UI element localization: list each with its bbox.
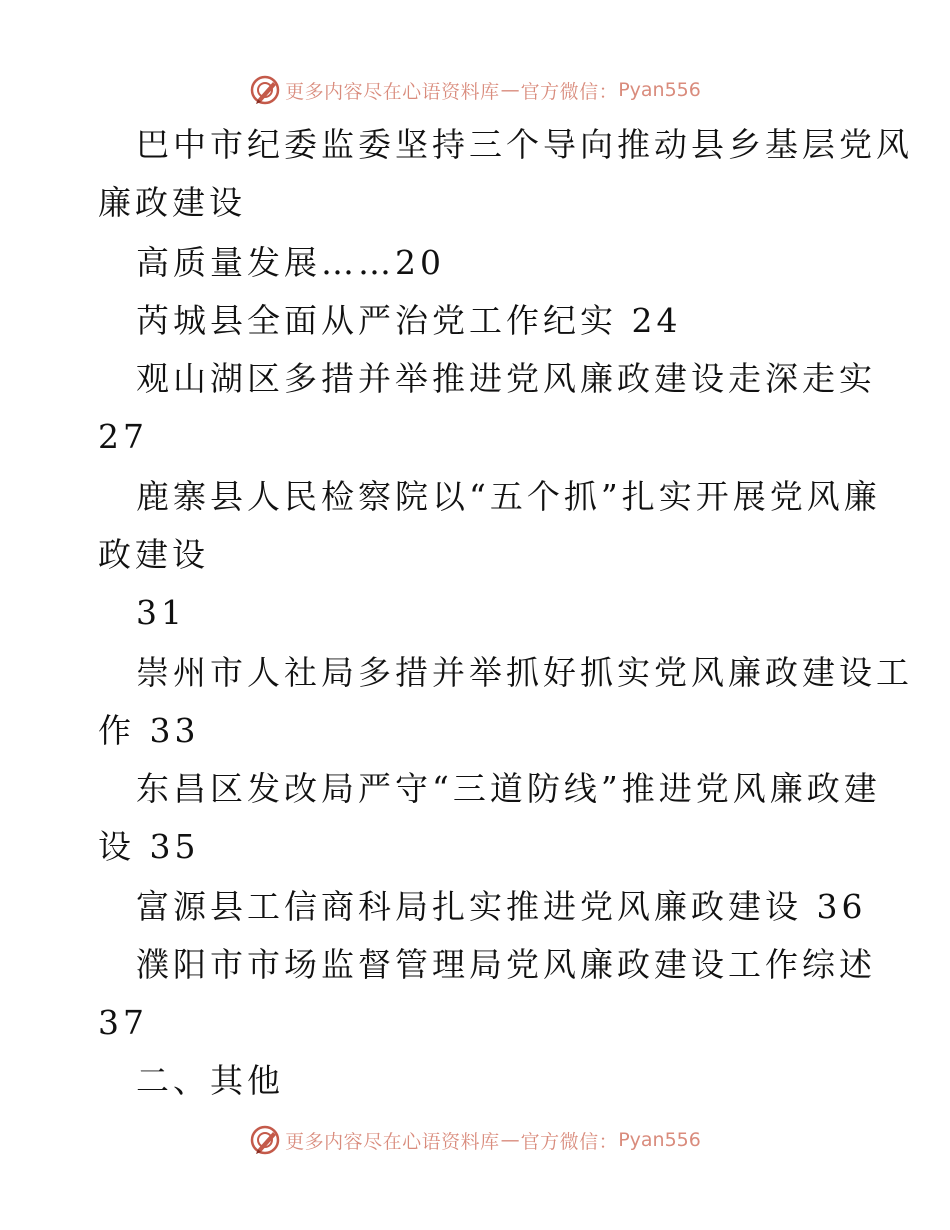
- watermark-text: 更多内容尽在心语资料库: [285, 80, 500, 103]
- toc-page-number: 27: [98, 417, 148, 456]
- toc-entry-line: 巴中市纪委监委坚持三个导向推动县乡基层党风: [136, 125, 913, 164]
- toc-entry-line: 政建设: [98, 535, 209, 574]
- watermark-separator: —: [500, 79, 520, 101]
- watermark-label: 官方微信：: [520, 80, 619, 103]
- pen-logo-icon: [249, 1124, 281, 1156]
- toc-entry-line: 濮阳市市场监督管理局党风廉政建设工作综述: [136, 945, 876, 984]
- watermark-handle: Pyan556: [618, 79, 701, 101]
- section-heading: 二、其他: [136, 1061, 284, 1100]
- toc-entry-line: 观山湖区多措并举推进党风廉政建设走深走实: [136, 359, 876, 398]
- toc-entry-line: 设 35: [98, 827, 200, 866]
- pen-logo-icon: [249, 74, 281, 106]
- watermark-label: 官方微信：: [520, 1130, 619, 1153]
- toc-entry-line: 富源县工信商科局扎实推进党风廉政建设 36: [136, 887, 867, 926]
- toc-entry-line: 崇州市人社局多措并举抓好抓实党风廉政建设工: [136, 653, 913, 692]
- watermark-footer: [0, 1122, 950, 1158]
- toc-page-number: 31: [136, 593, 186, 632]
- toc-entry-line: 东昌区发改局严守“三道防线”推进党风廉政建: [136, 769, 881, 808]
- watermark-handle: Pyan556: [618, 1129, 701, 1151]
- toc-entry-line: 廉政建设: [98, 183, 246, 222]
- toc-entry-line: 芮城县全面从严治党工作纪实 24: [136, 301, 682, 340]
- toc-entry-line: 高质量发展……20: [136, 243, 445, 282]
- watermark-text: 更多内容尽在心语资料库: [285, 1130, 500, 1153]
- toc-entry-line: 作 33: [98, 711, 200, 750]
- watermark-separator: —: [500, 1129, 520, 1151]
- toc-entry-line: 鹿寨县人民检察院以“五个抓”扎实开展党风廉: [136, 477, 881, 516]
- watermark-header: [0, 72, 950, 108]
- toc-page-number: 37: [98, 1003, 148, 1042]
